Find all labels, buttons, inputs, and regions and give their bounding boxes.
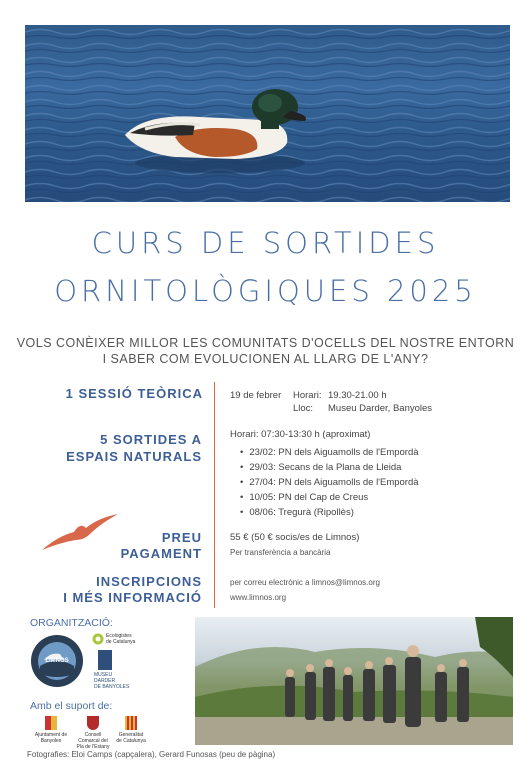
title-line-1: CURS DE SORTIDES	[91, 226, 440, 260]
preu-price: 55 € (50 € socis/es de Limnos)	[230, 532, 360, 543]
ecologistes-logo	[92, 632, 136, 650]
sortides-list	[240, 447, 419, 522]
footer-photo-group	[195, 617, 513, 745]
sessio-horari-label: Horari:	[293, 390, 322, 401]
preu-label-line-1: PREU	[161, 530, 202, 545]
inscripcions-web-link[interactable]: www.limnos.org	[230, 593, 287, 602]
museu-darder-logo	[94, 650, 134, 690]
list-item: • 29/03: Secans de la Plana de Lleida	[240, 462, 419, 477]
museu-darder-line-1: MUSEU DARDER	[94, 672, 116, 684]
list-item: • 08/06: Tregurà (Ripollès)	[240, 507, 419, 522]
inscripcions-label-line-1: INSCRIPCIONS	[96, 574, 202, 589]
photo-credits: Fotografies: Eloi Camps (capçalera), Gerard Funosas (peu de pàgina)	[27, 750, 276, 759]
generalitat-text: Generalitat de Catalunya	[116, 732, 146, 744]
inscripcions-label-line-2: I MÉS INFORMACIÓ	[63, 590, 202, 605]
ajuntament-text: Ajuntament de Banyoles	[34, 732, 68, 744]
sortides-label-line-2: ESPAIS NATURALS	[66, 449, 202, 464]
consell-text: Consell Comarcal del Pla de l'Estany	[76, 732, 110, 750]
title-line-2: ORNITOLÒGIQUES 2025	[54, 274, 477, 308]
organitzacio-label: ORGANITZACIÓ:	[30, 617, 113, 629]
preu-label-line-2: PAGAMENT	[120, 546, 202, 561]
list-item: • 27/04: PN dels Aiguamolls de l'Empordà	[240, 477, 419, 492]
suport-label: Amb el suport de:	[30, 700, 113, 712]
ecologistes-logo-text: Ecologistes de Catalunya	[106, 633, 136, 645]
gull-silhouette-icon	[40, 510, 120, 565]
sessio-date: 19 de febrer	[230, 390, 282, 401]
preu-payment: Per transferència a bancària	[230, 548, 331, 557]
limnos-logo	[30, 634, 84, 688]
sessio-horari: 19.30-21.00 h	[328, 390, 387, 401]
museu-darder-line-2: DE BANYOLES	[94, 684, 130, 690]
list-item: • 23/02: PN dels Aiguamolls de l'Empordà	[240, 447, 419, 462]
consell-comarcal-logo	[76, 716, 110, 750]
sessio-lloc-label: Lloc:	[293, 403, 314, 414]
museu-darder-icon	[98, 650, 112, 670]
limnos-logo-text: LIMNOS	[45, 658, 69, 664]
ajuntament-logo	[34, 716, 68, 744]
inscripcions-email[interactable]: per correu electrònic a limnos@limnos.org	[230, 578, 380, 587]
list-item: • 10/05: PN del Cap de Creus	[240, 492, 419, 507]
sortides-horari: Horari: 07:30-13:30 h (aproximat)	[230, 429, 371, 440]
consell-shield-icon	[87, 716, 99, 730]
subtitle-line-2: I SABER COM EVOLUCIONEN AL LLARG DE L'ANY?	[102, 352, 429, 366]
subtitle-line-1: VOLS CONÈIXER MILLOR LES COMUNITATS D'OCELLS DEL NOSTRE ENTORN	[16, 336, 515, 350]
sortides-label-line-1: 5 SORTIDES A	[100, 432, 202, 447]
section-divider	[214, 382, 215, 608]
generalitat-flag-icon	[125, 716, 137, 730]
generalitat-logo	[116, 716, 146, 744]
sessio-label: 1 SESSIÓ TEÒRICA	[65, 386, 203, 401]
ajuntament-shield-icon	[45, 716, 57, 730]
sessio-lloc: Museu Darder, Banyoles	[328, 403, 433, 414]
header-photo-duck	[25, 25, 510, 202]
